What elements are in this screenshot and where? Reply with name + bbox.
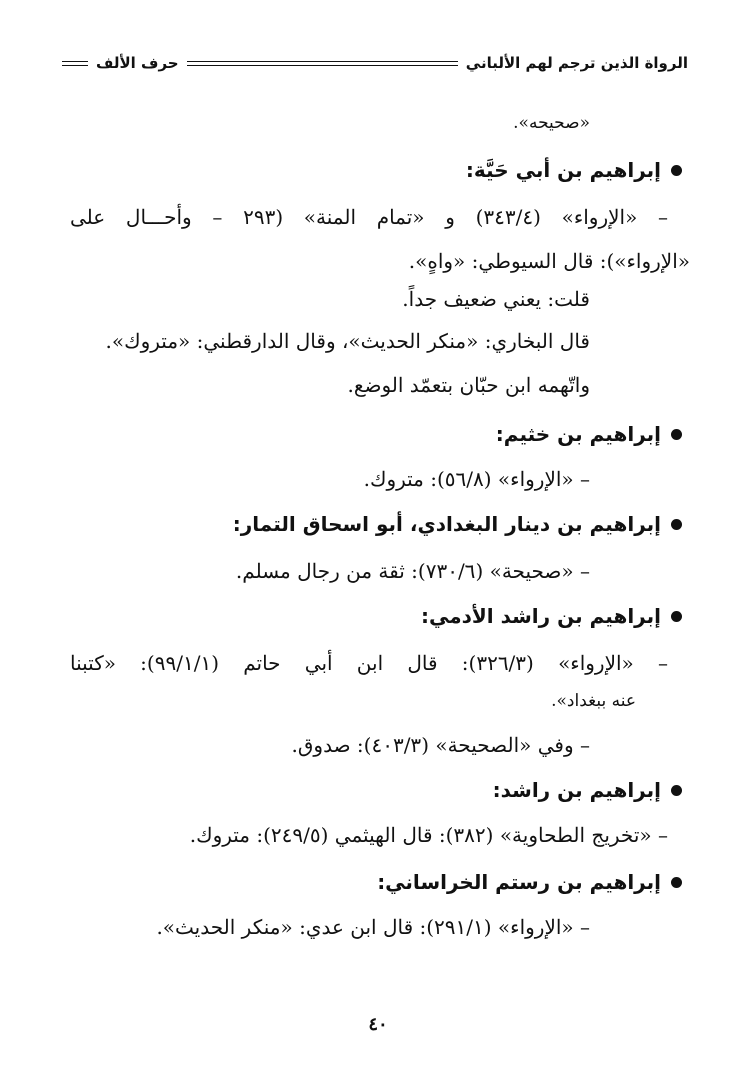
bullet-icon bbox=[671, 519, 682, 530]
text-line: قلت: يعني ضعيف جداً. bbox=[402, 287, 590, 311]
text-line: قال البخاري: «منكر الحديث»، وقال الدارقطني: «متروك». bbox=[105, 329, 590, 353]
header-section: حرف الألف bbox=[96, 54, 179, 72]
entry-heading bbox=[496, 418, 682, 450]
entry-title: إبراهيم بن خثيم: bbox=[495, 422, 661, 446]
entry-title: إبراهيم بن رستم الخراساني: bbox=[377, 870, 661, 894]
bullet-icon bbox=[671, 785, 682, 796]
header-rule bbox=[187, 61, 458, 66]
text-line: عنه ببغداد». bbox=[551, 691, 636, 711]
running-header bbox=[62, 50, 688, 76]
text-line: – «الإرواء» (٣٤٣/٤) و «تمام المنة» (٢٩٣ – وأحـــال على bbox=[70, 205, 668, 229]
entry-heading bbox=[493, 774, 682, 806]
bullet-icon bbox=[671, 165, 682, 176]
text-line: – «صحيحة» (٧٣٠/٦): ثقة من رجال مسلم. bbox=[235, 559, 590, 583]
text-line: – «الإرواء» (٣٢٦/٣): قال ابن أبي حاتم (٩٩/١/١): «كتبنا bbox=[70, 651, 668, 675]
bullet-icon bbox=[671, 877, 682, 888]
text-line: «الإرواء»): قال السيوطي: «واهٍ». bbox=[408, 249, 690, 273]
entry-heading bbox=[233, 508, 682, 540]
entry-heading bbox=[421, 600, 682, 632]
bullet-icon bbox=[671, 611, 682, 622]
entry-title: إبراهيم بن راشد الأدمي: bbox=[421, 604, 661, 628]
text-line: – وفي «الصحيحة» (٤٠٣/٣): صدوق. bbox=[291, 733, 590, 757]
header-rule-short bbox=[62, 61, 88, 66]
entry-title: إبراهيم بن أبي حَيَّة: bbox=[465, 158, 661, 182]
entry-heading bbox=[466, 154, 682, 186]
page-number: ٤٠ bbox=[368, 1014, 388, 1035]
header-title: الرواة الذين ترجم لهم الألباني bbox=[465, 54, 688, 72]
entry-heading bbox=[377, 866, 682, 898]
entry-title: إبراهيم بن دينار البغدادي، أبو اسحاق التمار: bbox=[232, 512, 661, 536]
text-line: واتّهمه ابن حبّان بتعمّد الوضع. bbox=[347, 373, 590, 397]
text-line: – «تخريج الطحاوية» (٣٨٢): قال الهيثمي (٢٤٩/٥): متروك. bbox=[189, 823, 668, 847]
bullet-icon bbox=[671, 429, 682, 440]
text-line: – «الإرواء» (٢٩١/١): قال ابن عدي: «منكر الحديث». bbox=[156, 915, 590, 939]
text-line: «صحيحه». bbox=[513, 113, 590, 133]
text-line: – «الإرواء» (٥٦/٨): متروك. bbox=[363, 467, 590, 491]
entry-title: إبراهيم بن راشد: bbox=[492, 778, 661, 802]
